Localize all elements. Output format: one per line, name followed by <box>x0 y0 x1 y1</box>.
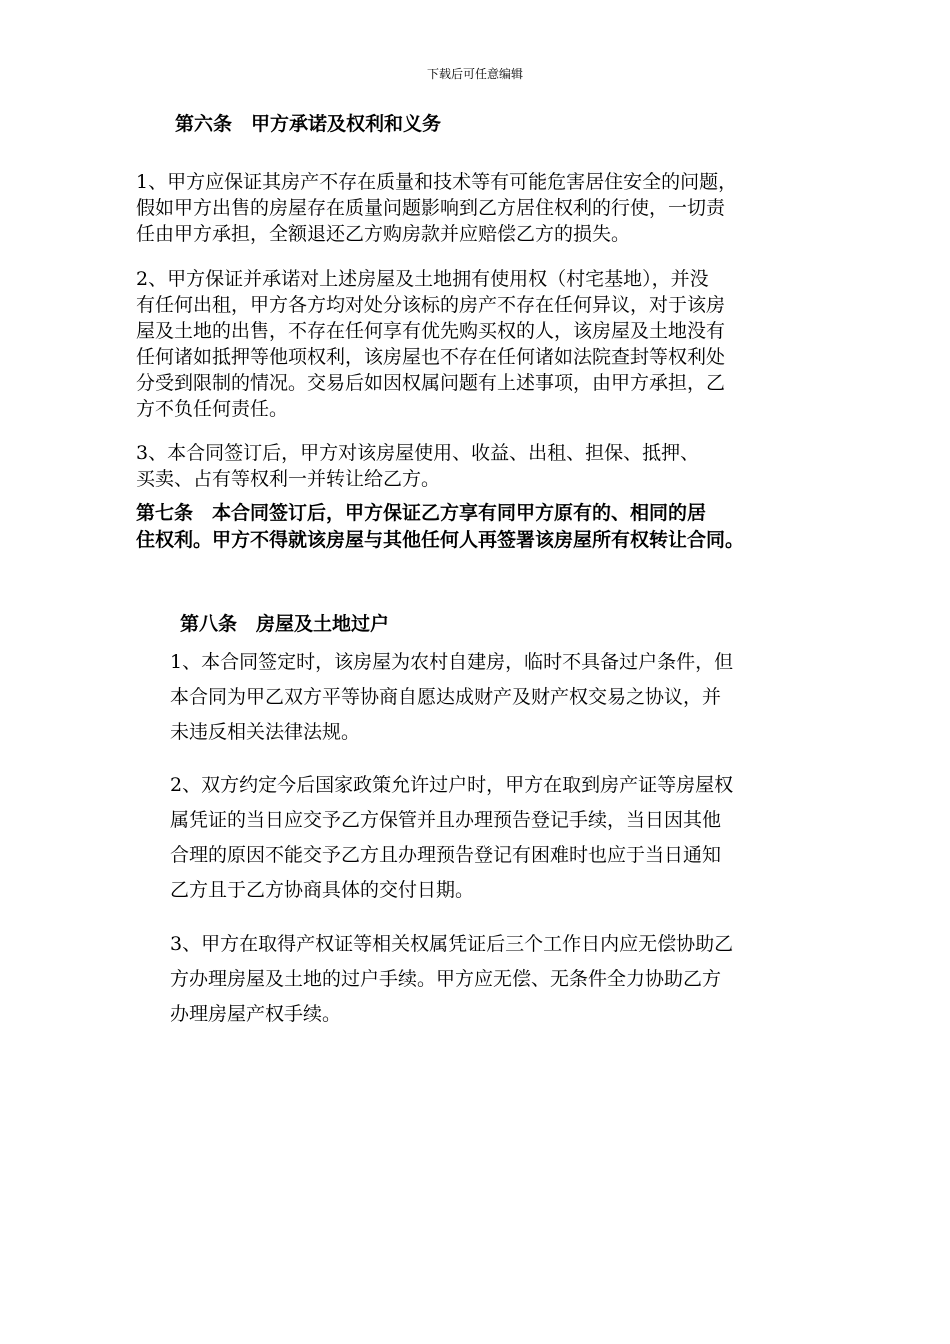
article-6-heading: 第六条 甲方承诺及权利和义务 <box>175 113 442 135</box>
article-8-paragraph-1: 1、本合同签定时，该房屋为农村自建房，临时不具备过户条件，但 本合同为甲乙双方平等协商自愿达成财产及财产权交易之协议，并 未违反相关法律法规。 <box>170 651 734 743</box>
article-8-paragraph-3: 3、甲方在取得产权证等相关权属凭证后三个工作日内应无偿协助乙 方办理房屋及土地的过户手续。甲方应无偿、无条件全力协助乙方 办理房屋产权手续。 <box>170 933 734 1025</box>
article-8-heading: 第八条 房屋及土地过户 <box>180 613 390 635</box>
article-6-paragraph-3: 3、本合同签订后，甲方对该房屋使用、收益、出租、担保、抵押、 买卖、占有等权利一并转让给乙方。 <box>136 442 700 490</box>
article-6-paragraph-2: 2、甲方保证并承诺对上述房屋及土地拥有使用权（村宅基地），并没 有任何出租，甲方各方均对处分该标的房产不存在任何异议，对于该房 屋及土地的出售，不存在任何享有优先购买权的人，该房屋及土地没有 任何诸如抵押等他项权利，该房屋也不存在任何诸如法院查封等权利处 分受到限制的情况。交易后如因权属问题有上述事项，由甲方承担，乙 方不负任何责任。 <box>136 268 726 420</box>
article-8-paragraph-2: 2、双方约定今后国家政策允许过户时，甲方在取到房产证等房屋权 属凭证的当日应交予乙方保管并且办理预告登记手续，当日因其他 合理的原因不能交予乙方且办理预告登记有困难时也应于当日通知 乙方且于乙方协商具体的交付日期。 <box>170 774 734 901</box>
article-7-text: 第七条 本合同签订后，甲方保证乙方享有同甲方原有的、相同的居 住权利。甲方不得就该房屋与其他任何人再签署该房屋所有权转让合同。 <box>136 502 745 551</box>
article-6-paragraph-1: 1、甲方应保证其房产不存在质量和技术等有可能危害居住安全的问题， 假如甲方出售的房屋存在质量问题影响到乙方居住权利的行使，一切责 任由甲方承担，全额退还乙方购房款并应赔偿乙方的损失。 <box>136 171 738 245</box>
header-note: 下载后可任意编辑 <box>426 67 523 81</box>
